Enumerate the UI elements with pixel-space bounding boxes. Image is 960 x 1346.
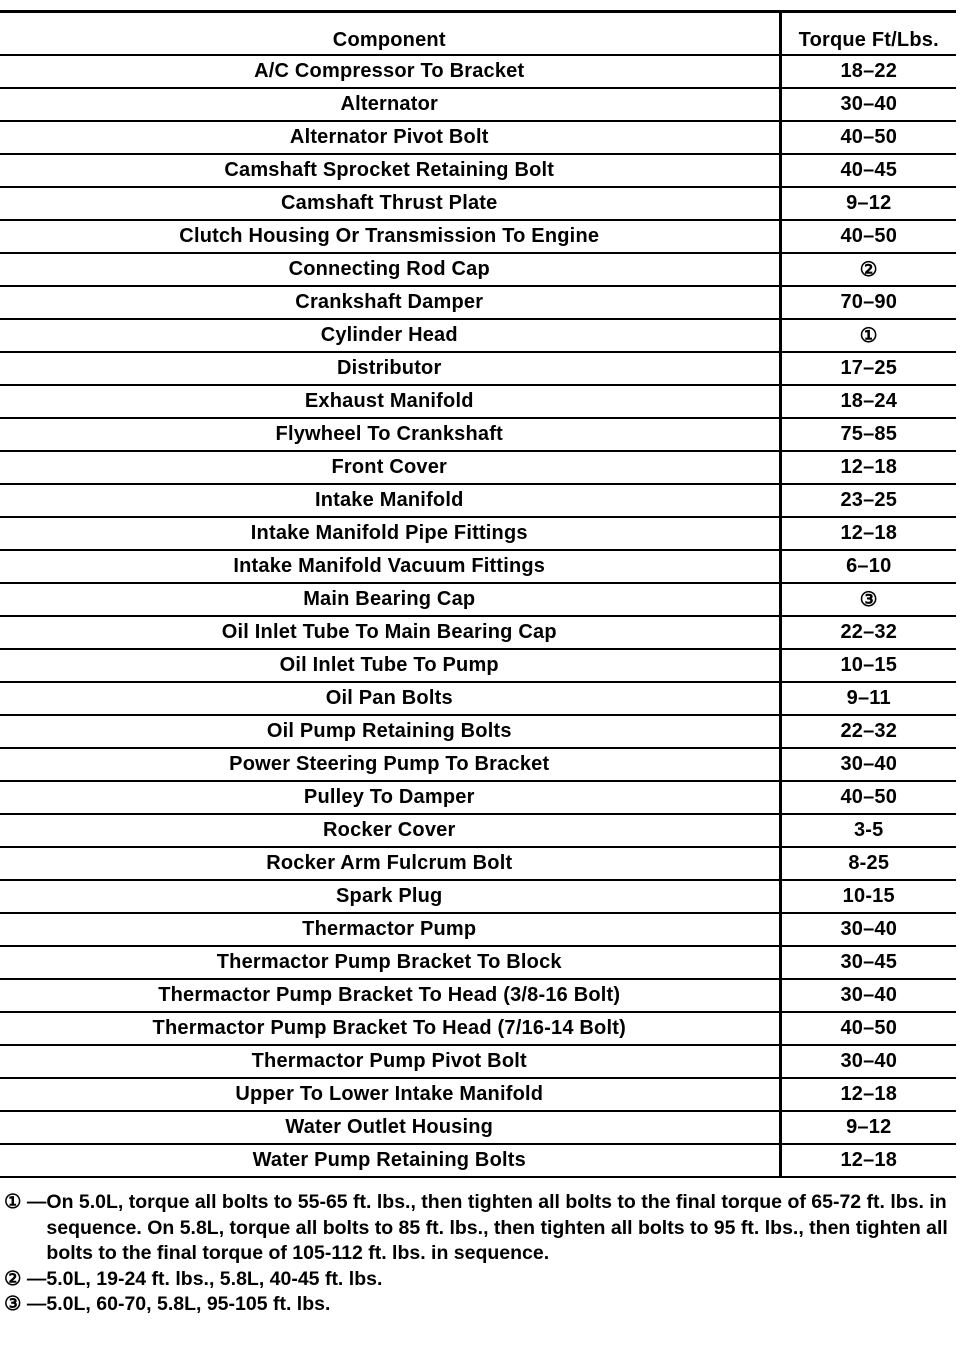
component-cell: Pulley To Damper (0, 781, 780, 814)
component-cell: Intake Manifold Vacuum Fittings (0, 550, 780, 583)
component-cell: Clutch Housing Or Transmission To Engine (0, 220, 780, 253)
component-cell: Thermactor Pump Pivot Bolt (0, 1045, 780, 1078)
footnote-text: 5.0L, 60-70, 5.8L, 95-105 ft. lbs. (46, 1293, 331, 1315)
torque-table (0, 10, 956, 1178)
component-cell: Intake Manifold Pipe Fittings (0, 517, 780, 550)
component-cell: Camshaft Sprocket Retaining Bolt (0, 154, 780, 187)
table-row (0, 847, 956, 880)
component-cell: Rocker Cover (0, 814, 780, 847)
component-cell: Oil Pan Bolts (0, 682, 780, 715)
torque-cell: 30–40 (780, 979, 956, 1012)
torque-cell: ② (780, 253, 956, 286)
torque-cell: 40–45 (780, 154, 956, 187)
torque-cell: 18–24 (780, 385, 956, 418)
component-cell: Thermactor Pump Bracket To Head (7/16-14 Bolt) (0, 1012, 780, 1045)
table-row (0, 88, 956, 121)
component-cell: Main Bearing Cap (0, 583, 780, 616)
torque-cell: 17–25 (780, 352, 956, 385)
torque-cell: 75–85 (780, 418, 956, 451)
table-row (0, 451, 956, 484)
torque-cell: 30–40 (780, 88, 956, 121)
torque-cell: 30–40 (780, 913, 956, 946)
table-row (0, 649, 956, 682)
torque-cell: 12–18 (780, 1144, 956, 1177)
table-row (0, 913, 956, 946)
torque-cell: 30–40 (780, 748, 956, 781)
component-cell: Connecting Rod Cap (0, 253, 780, 286)
footnote-text: On 5.0L, torque all bolts to 55-65 ft. lbs., then tighten all bolts to the final torque of 65-72 ft. lbs. in sequence. On 5.8L, torque all bolts to 85 ft. lbs., then tighten all bolts to 95 ft. lbs., then tighten all bolts to the final torque of 105-112 ft. lbs. in sequence. (46, 1191, 948, 1264)
table-row (0, 715, 956, 748)
component-cell: A/C Compressor To Bracket (0, 55, 780, 88)
torque-cell: 70–90 (780, 286, 956, 319)
torque-cell: 18–22 (780, 55, 956, 88)
table-row (0, 484, 956, 517)
component-cell: Water Outlet Housing (0, 1111, 780, 1144)
header-row (0, 12, 956, 56)
table-row (0, 517, 956, 550)
table-row (0, 1012, 956, 1045)
table-row (0, 55, 956, 88)
table-row (0, 1078, 956, 1111)
torque-cell: 9–12 (780, 1111, 956, 1144)
component-cell: Flywheel To Crankshaft (0, 418, 780, 451)
component-cell: Intake Manifold (0, 484, 780, 517)
component-cell: Water Pump Retaining Bolts (0, 1144, 780, 1177)
torque-cell: 30–40 (780, 1045, 956, 1078)
torque-cell: 40–50 (780, 781, 956, 814)
component-cell: Alternator (0, 88, 780, 121)
torque-cell: 22–32 (780, 616, 956, 649)
component-cell: Distributor (0, 352, 780, 385)
torque-column-header: Torque Ft/Lbs. (780, 12, 956, 56)
component-cell: Upper To Lower Intake Manifold (0, 1078, 780, 1111)
table-row (0, 253, 956, 286)
torque-cell: 40–50 (780, 220, 956, 253)
table-header (0, 12, 956, 56)
torque-cell: 40–50 (780, 1012, 956, 1045)
torque-cell: 30–45 (780, 946, 956, 979)
component-cell: Rocker Arm Fulcrum Bolt (0, 847, 780, 880)
footnote-3 (4, 1292, 954, 1318)
table-row (0, 1111, 956, 1144)
table-row (0, 352, 956, 385)
torque-cell: 40–50 (780, 121, 956, 154)
component-cell: Oil Inlet Tube To Pump (0, 649, 780, 682)
torque-cell: 6–10 (780, 550, 956, 583)
component-column-header: Component (0, 12, 780, 56)
table-row (0, 880, 956, 913)
footnote-marker: ② — (4, 1267, 47, 1290)
footnote-marker: ① — (4, 1191, 47, 1213)
table-row (0, 946, 956, 979)
torque-cell: 12–18 (780, 1078, 956, 1111)
component-cell: Oil Pump Retaining Bolts (0, 715, 780, 748)
component-cell: Cylinder Head (0, 319, 780, 352)
torque-cell: ③ (780, 583, 956, 616)
torque-cell: 10–15 (780, 649, 956, 682)
table-row (0, 1144, 956, 1177)
table-row (0, 187, 956, 220)
component-cell: Oil Inlet Tube To Main Bearing Cap (0, 616, 780, 649)
table-row (0, 781, 956, 814)
component-cell: Thermactor Pump (0, 913, 780, 946)
table-row (0, 385, 956, 418)
footnotes (4, 1190, 954, 1318)
table-row (0, 682, 956, 715)
torque-cell: 10-15 (780, 880, 956, 913)
torque-cell: ① (780, 319, 956, 352)
torque-cell: 12–18 (780, 517, 956, 550)
component-cell: Spark Plug (0, 880, 780, 913)
table-row (0, 550, 956, 583)
table-row (0, 814, 956, 847)
torque-cell: 22–32 (780, 715, 956, 748)
component-cell: Exhaust Manifold (0, 385, 780, 418)
component-cell: Camshaft Thrust Plate (0, 187, 780, 220)
table-row (0, 154, 956, 187)
table-row (0, 319, 956, 352)
table-row (0, 418, 956, 451)
component-cell: Crankshaft Damper (0, 286, 780, 319)
table-row (0, 220, 956, 253)
torque-cell: 12–18 (780, 451, 956, 484)
table-row (0, 121, 956, 154)
torque-cell: 9–11 (780, 682, 956, 715)
component-cell: Power Steering Pump To Bracket (0, 748, 780, 781)
table-row (0, 286, 956, 319)
component-cell: Thermactor Pump Bracket To Block (0, 946, 780, 979)
table-row (0, 748, 956, 781)
torque-cell: 23–25 (780, 484, 956, 517)
footnote-2 (4, 1267, 954, 1293)
component-cell: Alternator Pivot Bolt (0, 121, 780, 154)
footnote-1 (4, 1190, 954, 1267)
table-row (0, 1045, 956, 1078)
footnote-marker: ③ — (4, 1293, 47, 1315)
table-row (0, 616, 956, 649)
component-cell: Front Cover (0, 451, 780, 484)
component-cell: Thermactor Pump Bracket To Head (3/8-16 Bolt) (0, 979, 780, 1012)
torque-cell: 9–12 (780, 187, 956, 220)
table-row (0, 979, 956, 1012)
table-body (0, 55, 956, 1177)
torque-cell: 8-25 (780, 847, 956, 880)
table-row (0, 583, 956, 616)
footnote-text: 5.0L, 19-24 ft. lbs., 5.8L, 40-45 ft. lbs. (46, 1267, 383, 1290)
torque-cell: 3-5 (780, 814, 956, 847)
